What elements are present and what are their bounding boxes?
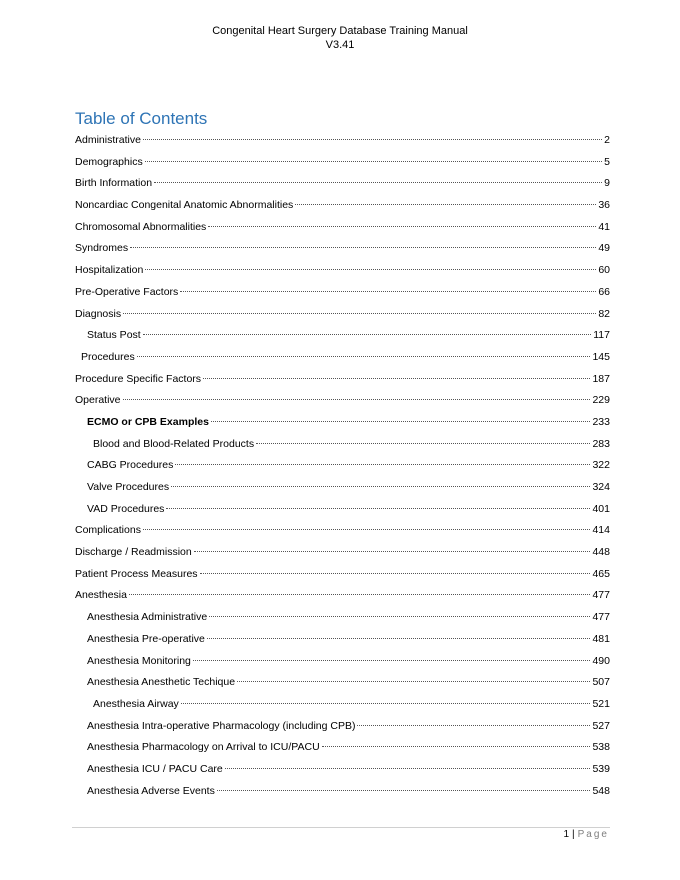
toc-entry-page: 481	[592, 632, 610, 645]
toc-entry-page: 36	[598, 199, 610, 212]
toc-entry-anesthesia[interactable]	[75, 586, 610, 608]
dot-leader	[322, 746, 591, 747]
toc-entry-label: Anesthesia Monitoring	[87, 654, 191, 667]
toc-entry-page: 41	[598, 220, 610, 233]
toc-entry-label: Administrative	[75, 134, 141, 146]
toc-entry-page: 233	[592, 415, 610, 428]
toc-entry-label: Anesthesia Pharmacology on Arrival to ICU/PACU	[87, 741, 320, 754]
document-version: V3.41	[325, 39, 355, 51]
dot-leader	[137, 356, 591, 357]
toc-entry-procedures[interactable]	[75, 348, 610, 370]
toc-entry-label: Anesthesia ICU / PACU Care	[87, 762, 223, 775]
dot-leader	[166, 508, 590, 509]
toc-entry-page: 5	[604, 155, 610, 168]
toc-entry-label: Procedures	[81, 350, 135, 363]
toc-entry-patient-process-measures[interactable]	[75, 565, 610, 587]
toc-entry-label: Anesthesia Administrative	[87, 611, 208, 624]
toc-entry-label: Hospitalization	[75, 264, 144, 277]
toc-entry-status-post[interactable]	[75, 326, 610, 348]
toc-entry-label: Chromosomal Abnormalities	[75, 220, 207, 233]
toc-entry-label: Anesthesia Airway	[93, 697, 179, 710]
toc-entry-page: 60	[598, 264, 610, 277]
dot-leader	[193, 660, 591, 661]
toc-entry-label: Patient Process Measures	[75, 567, 198, 580]
toc-entry-label: Complications	[75, 524, 141, 537]
toc-entry-page: 9	[604, 177, 610, 190]
toc-heading: Table of Contents	[75, 109, 208, 128]
toc-entry-page: 49	[598, 242, 610, 255]
toc-entry-label: Status Post	[87, 329, 141, 342]
dot-leader	[123, 399, 591, 400]
toc-entry-diagnosis[interactable]	[75, 305, 610, 327]
dot-leader	[209, 616, 590, 617]
toc-entry-anesthesia-pharmacology-arrival[interactable]	[75, 738, 610, 760]
dot-leader	[181, 703, 591, 704]
page-header	[0, 24, 680, 52]
toc-entry-vad-procedures[interactable]	[75, 500, 610, 522]
toc-entry-page: 507	[592, 676, 610, 689]
toc-entry-ecmo-cpb-examples[interactable]	[75, 413, 610, 435]
toc-entry-page: 539	[592, 762, 610, 775]
dot-leader	[357, 725, 590, 726]
toc-entry-label: Birth Information	[75, 177, 153, 190]
toc-entry-label: Pre-Operative Factors	[75, 285, 179, 298]
toc-entry-page: 283	[592, 437, 610, 450]
toc-entry-blood-products[interactable]	[75, 435, 610, 457]
dot-leader	[256, 443, 590, 444]
toc-entry-label: ECMO or CPB Examples	[87, 415, 209, 428]
dot-leader	[237, 681, 590, 682]
dot-leader	[194, 551, 591, 552]
document-title: Congenital Heart Surgery Database Training Manual	[212, 25, 468, 37]
table-of-contents	[75, 131, 610, 803]
toc-entry-cabg-procedures[interactable]	[75, 456, 610, 478]
toc-entry-administrative[interactable]	[75, 131, 610, 153]
dot-leader	[171, 486, 590, 487]
toc-entry-anesthesia-administrative[interactable]	[75, 608, 610, 630]
toc-entry-page: 448	[592, 546, 610, 559]
toc-entry-label: Operative	[75, 394, 121, 407]
footer-divider	[72, 827, 610, 828]
toc-entry-page: 2	[604, 134, 610, 146]
toc-entry-page: 527	[592, 719, 610, 732]
toc-entry-anesthesia-pre-operative[interactable]	[75, 630, 610, 652]
dot-leader	[143, 139, 602, 140]
toc-entry-syndromes[interactable]	[75, 239, 610, 261]
toc-entry-page: 477	[592, 589, 610, 602]
dot-leader	[208, 226, 596, 227]
dot-leader	[130, 247, 596, 248]
toc-entry-label: Anesthesia Intra-operative Pharmacology (including CPB)	[87, 719, 356, 732]
toc-entry-anesthesia-adverse-events[interactable]	[75, 782, 610, 804]
toc-entry-label: Valve Procedures	[87, 481, 170, 493]
toc-entry-page: 490	[592, 654, 610, 667]
footer-page-word: Page	[577, 829, 609, 840]
dot-leader	[211, 421, 591, 422]
toc-entry-page: 465	[592, 567, 610, 580]
footer-page-number: 1	[563, 829, 570, 840]
toc-entry-label: Demographics	[75, 155, 143, 168]
toc-entry-page: 548	[592, 784, 610, 797]
toc-entry-procedure-specific-factors[interactable]	[75, 370, 610, 392]
toc-entry-anesthesia-icu-pacu-care[interactable]	[75, 760, 610, 782]
toc-entry-label: VAD Procedures	[87, 502, 165, 515]
toc-entry-page: 324	[592, 481, 610, 493]
toc-entry-page: 145	[592, 350, 610, 363]
toc-entry-chromosomal-abnormalities[interactable]	[75, 218, 610, 240]
toc-entry-discharge-readmission[interactable]	[75, 543, 610, 565]
toc-entry-label: Anesthesia Anesthetic Techique	[87, 676, 236, 689]
toc-entry-page: 414	[592, 524, 610, 537]
toc-entry-page: 538	[592, 741, 610, 754]
toc-entry-page: 82	[598, 307, 610, 320]
toc-entry-label: Syndromes	[75, 242, 129, 255]
dot-leader	[217, 790, 591, 791]
toc-entry-complications[interactable]	[75, 521, 610, 543]
dot-leader	[145, 269, 596, 270]
toc-entry-anesthesia-monitoring[interactable]	[75, 652, 610, 674]
dot-leader	[143, 529, 591, 530]
dot-leader	[180, 291, 596, 292]
dot-leader	[225, 768, 591, 769]
toc-entry-page: 521	[592, 697, 610, 710]
dot-leader	[175, 464, 590, 465]
dot-leader	[145, 161, 602, 162]
dot-leader	[143, 334, 592, 335]
toc-entry-valve-procedures[interactable]	[75, 478, 610, 500]
toc-entry-label: CABG Procedures	[87, 459, 174, 472]
toc-entry-pre-operative-factors[interactable]	[75, 283, 610, 305]
toc-entry-label: Anesthesia	[75, 589, 127, 602]
toc-entry-anesthesia-airway[interactable]	[75, 695, 610, 717]
toc-entry-page: 66	[598, 285, 610, 298]
toc-entry-anesthesia-intraop-pharmacology[interactable]	[75, 717, 610, 739]
dot-leader	[154, 182, 602, 183]
dot-leader	[129, 594, 591, 595]
toc-entry-label: Noncardiac Congenital Anatomic Abnormalities	[75, 199, 294, 212]
footer-separator: |	[572, 829, 575, 840]
dot-leader	[203, 378, 590, 379]
toc-entry-label: Discharge / Readmission	[75, 546, 192, 559]
dot-leader	[123, 313, 596, 314]
toc-entry-demographics[interactable]	[75, 153, 610, 175]
toc-entry-label: Anesthesia Pre-operative	[87, 632, 205, 645]
toc-entry-anesthesia-anesthetic-techique[interactable]	[75, 673, 610, 695]
toc-entry-noncardiac-abnormalities[interactable]	[75, 196, 610, 218]
toc-entry-page: 322	[592, 459, 610, 472]
toc-entry-operative[interactable]	[75, 391, 610, 413]
dot-leader	[207, 638, 591, 639]
toc-entry-label: Diagnosis	[75, 307, 122, 320]
toc-entry-label: Blood and Blood-Related Products	[93, 437, 255, 450]
toc-entry-page: 401	[592, 502, 610, 515]
toc-entry-label: Procedure Specific Factors	[75, 372, 202, 385]
dot-leader	[200, 573, 591, 574]
toc-entry-page: 229	[592, 394, 610, 407]
toc-entry-birth-information[interactable]	[75, 174, 610, 196]
toc-entry-hospitalization[interactable]	[75, 261, 610, 283]
dot-leader	[295, 204, 596, 205]
toc-entry-page: 117	[593, 329, 610, 342]
toc-entry-page: 187	[592, 372, 610, 385]
page-footer	[563, 829, 609, 841]
toc-entry-page: 477	[592, 611, 610, 624]
toc-entry-label: Anesthesia Adverse Events	[87, 784, 215, 797]
